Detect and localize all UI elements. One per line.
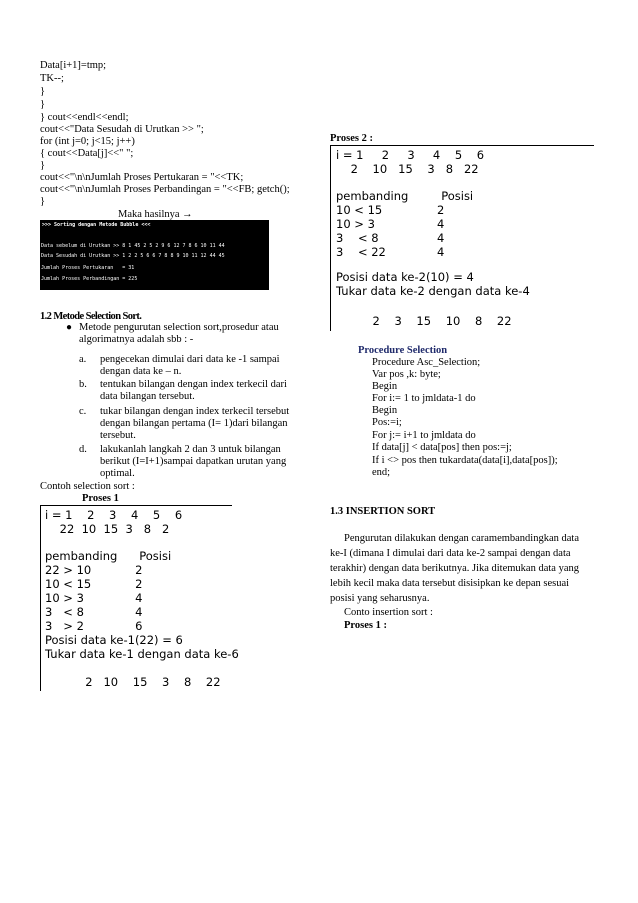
procedure-line: Var pos ,k: byte; (372, 369, 441, 380)
list-marker: d. (79, 444, 87, 455)
list-item: lakukanlah langkah 2 dan 3 untuk bilangan (100, 444, 281, 455)
bullet-text: Metode pengurutan selection sort,prosedur atau (79, 322, 279, 333)
figure-top-border (330, 145, 594, 146)
terminal-title: >>> Sorting dengan Metode Bubble <<< (42, 222, 151, 228)
proses2-tukar: Tukar data ke-2 dengan data ke-4 (336, 284, 530, 298)
proses2-values: 2 10 15 3 8 22 (336, 162, 479, 176)
procedure-line: Pos:=i; (372, 417, 402, 428)
list-item: berikut (I=I+1)sampai dapatkan urutan yang (100, 456, 287, 467)
maka-hasilnya-label: Maka hasilnya → (118, 209, 193, 220)
bullet-text-cont: algorimatnya adalah sbb : - (79, 334, 194, 345)
contoh-label: Contoh selection sort : (40, 481, 135, 492)
terminal-before: Data sebelum di Urutkan >> 8 1 45 2 5 2 9 6 12 7 8 6 10 11 44 (41, 243, 225, 249)
procedure-line: If i <> pos then tukardata(data[i],data[pos]); (372, 455, 558, 466)
proses2-col-head: pembanding Posisi (336, 189, 474, 203)
section-heading-1-3: 1.3 INSERTION SORT (330, 506, 436, 517)
code-line: for (int j=0; j<15; j++) (40, 136, 135, 147)
list-item: tentukan bilangan dengan index terkecil dari (100, 379, 287, 390)
insertion-proses1-label: Proses 1 : (344, 620, 387, 631)
proses2-header: i = 1 2 3 4 5 6 (336, 148, 485, 162)
procedure-line: end; (372, 467, 391, 478)
code-line: cout<<"\n\nJumlah Proses Perbandingan = "<<FB; getch(); (40, 184, 290, 195)
code-line: { cout<<Data[j]<<" "; (40, 148, 134, 159)
proses2-row: 3 < 8 4 (336, 231, 445, 245)
proses2-row: 3 < 22 4 (336, 245, 445, 259)
terminal-pertukaran: Jumlah Proses Pertukaran = 31 (41, 265, 135, 271)
terminal-after: Data Sesudah di Urutkan >> 1 2 2 5 6 6 7 8 8 9 10 11 12 44 45 (41, 253, 225, 259)
proses1-posisi: Posisi data ke-1(22) = 6 (45, 633, 183, 647)
terminal-perbandingan: Jumlah Proses Perbandingan = 225 (41, 276, 138, 282)
procedure-line: For i:= 1 to jmldata-1 do (372, 393, 476, 404)
procedure-line: Procedure Asc_Selection; (372, 357, 481, 368)
paragraph-line: Pengurutan dilakukan dengan caramembandingkan data (344, 533, 579, 544)
code-line: } cout<<endl<<endl; (40, 112, 129, 123)
bullet-icon: ● (66, 322, 73, 333)
proses1-tukar: Tukar data ke-1 dengan data ke-6 (45, 647, 239, 661)
proses2-row: 10 < 15 2 (336, 203, 445, 217)
list-marker: a. (79, 354, 87, 365)
list-item: tukar bilangan dengan index terkecil tersebut (100, 406, 290, 417)
figure-left-border (40, 505, 41, 691)
proses1-header: i = 1 2 3 4 5 6 (45, 508, 183, 522)
procedure-line: Begin (372, 381, 398, 392)
code-line: cout<<"\n\nJumlah Proses Pertukaran = "<<TK; (40, 172, 244, 183)
procedure-line: For j:= i+1 to jmldata do (372, 430, 476, 441)
list-item: optimal. (100, 468, 135, 479)
list-item: tersebut. (100, 430, 136, 441)
proses1-col-head: pembanding Posisi (45, 549, 172, 563)
procedure-line: If data[j] < data[pos] then pos:=j; (372, 442, 512, 453)
code-line: cout<<"Data Sesudah di Urutkan >> "; (40, 124, 204, 135)
procedure-line: Begin (372, 405, 398, 416)
paragraph-line: ke-I (dimana I dimulai dari data ke-2 sampai dengan data (330, 548, 571, 559)
list-item: pengecekan dimulai dari data ke -1 sampai (100, 354, 280, 365)
paragraph-line: lebih kecil maka data tersebut disisipkan ke depan sesuai (330, 578, 570, 589)
paragraph-line: terakhir) dengan data berikutnya. Jika ditemukan data yang (330, 563, 579, 574)
proses1-values: 22 10 15 3 8 2 (45, 522, 170, 536)
proses1-label: Proses 1 (82, 493, 119, 504)
procedure-title: Procedure Selection (358, 345, 448, 356)
section-heading-1-2: 1.2 Metode Selection Sort. (40, 311, 142, 322)
code-line: TK--; (40, 73, 64, 84)
list-marker: b. (79, 379, 87, 390)
proses2-posisi: Posisi data ke-2(10) = 4 (336, 270, 474, 284)
paragraph-line: posisi yang seharusnya. (330, 593, 430, 604)
proses2-label: Proses 2 : (330, 133, 373, 144)
proses1-row: 22 > 10 2 (45, 563, 143, 577)
proses1-row: 10 < 15 2 (45, 577, 143, 591)
proses1-result: 2 10 15 3 8 22 (45, 675, 221, 689)
proses1-row: 3 < 8 4 (45, 605, 143, 619)
proses2-result: 2 3 15 10 8 22 (336, 314, 512, 328)
conto-label: Conto insertion sort : (344, 607, 433, 618)
code-line: } (40, 160, 46, 171)
list-item: dengan bilangan pertama (I= 1)dari bilangan (100, 418, 288, 429)
figure-top-border (40, 505, 232, 506)
proses1-row: 3 > 2 6 (45, 619, 143, 633)
list-marker: c. (79, 406, 87, 417)
code-line: } (40, 86, 46, 97)
code-line: } (40, 99, 46, 110)
proses2-row: 10 > 3 4 (336, 217, 445, 231)
list-item: dengan data ke – n. (100, 366, 182, 377)
proses1-row: 10 > 3 4 (45, 591, 143, 605)
figure-left-border (330, 145, 331, 331)
list-item: data bilangan tersebut. (100, 391, 195, 402)
terminal-output (40, 220, 269, 290)
code-line: } (40, 196, 46, 207)
code-line: Data[i+1]=tmp; (40, 60, 107, 71)
